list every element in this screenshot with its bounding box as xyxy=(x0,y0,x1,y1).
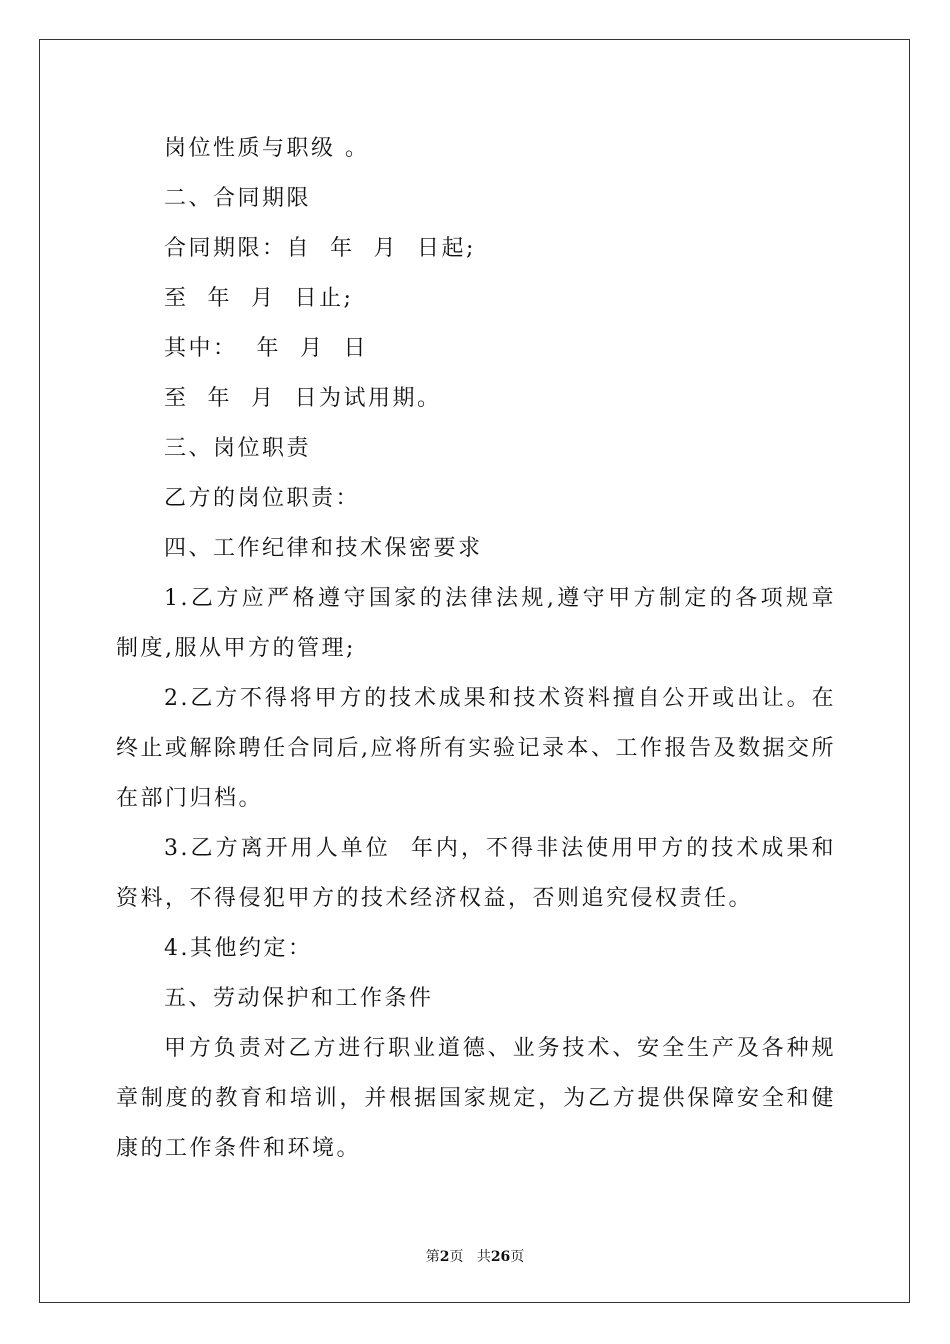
section-heading: 四、工作纪律和技术保密要求 xyxy=(164,536,483,561)
paragraph: 至 年 月 日止; xyxy=(164,286,354,311)
paragraph: 其中： 年 月 日 xyxy=(164,336,368,361)
total-pages: 26 xyxy=(490,1249,511,1265)
page-prefix: 第 xyxy=(425,1249,440,1265)
document-body xyxy=(116,124,836,1174)
total-prefix: 共 xyxy=(476,1249,491,1265)
list-item: 3.乙方离开用人单位 年内，不得非法使用甲方的技术成果和资料，不得侵犯甲方的技术经济权益，否则追究侵权责任。 xyxy=(116,836,836,911)
paragraph: 岗位性质与职级 。 xyxy=(164,136,370,161)
paragraph: 至 年 月 日为试用期。 xyxy=(164,386,442,411)
list-item: 1.乙方应严格遵守国家的法律法规,遵守甲方制定的各项规章制度,服从甲方的管理; xyxy=(116,586,836,661)
paragraph: 合同期限：自 年 月 日起; xyxy=(164,236,476,261)
section-heading: 五、劳动保护和工作条件 xyxy=(164,986,434,1011)
paragraph: 甲方负责对乙方进行职业道德、业务技术、安全生产及各种规章制度的教育和培训，并根据国家规定，为乙方提供保障安全和健康的工作条件和环境。 xyxy=(116,1036,836,1161)
list-item: 2.乙方不得将甲方的技术成果和技术资料擅自公开或出让。在终止或解除聘任合同后,应将所有实验记录本、工作报告及数据交所在部门归档。 xyxy=(116,686,836,811)
section-heading: 二、合同期限 xyxy=(164,186,312,211)
paragraph: 乙方的岗位职责： xyxy=(164,486,361,511)
page-number: 2 xyxy=(439,1249,450,1265)
section-heading: 三、岗位职责 xyxy=(164,436,312,461)
page-suffix: 页 xyxy=(449,1249,464,1265)
page-footer xyxy=(0,1246,950,1266)
list-item: 4.其他约定： xyxy=(164,936,313,961)
total-suffix: 页 xyxy=(510,1249,525,1265)
